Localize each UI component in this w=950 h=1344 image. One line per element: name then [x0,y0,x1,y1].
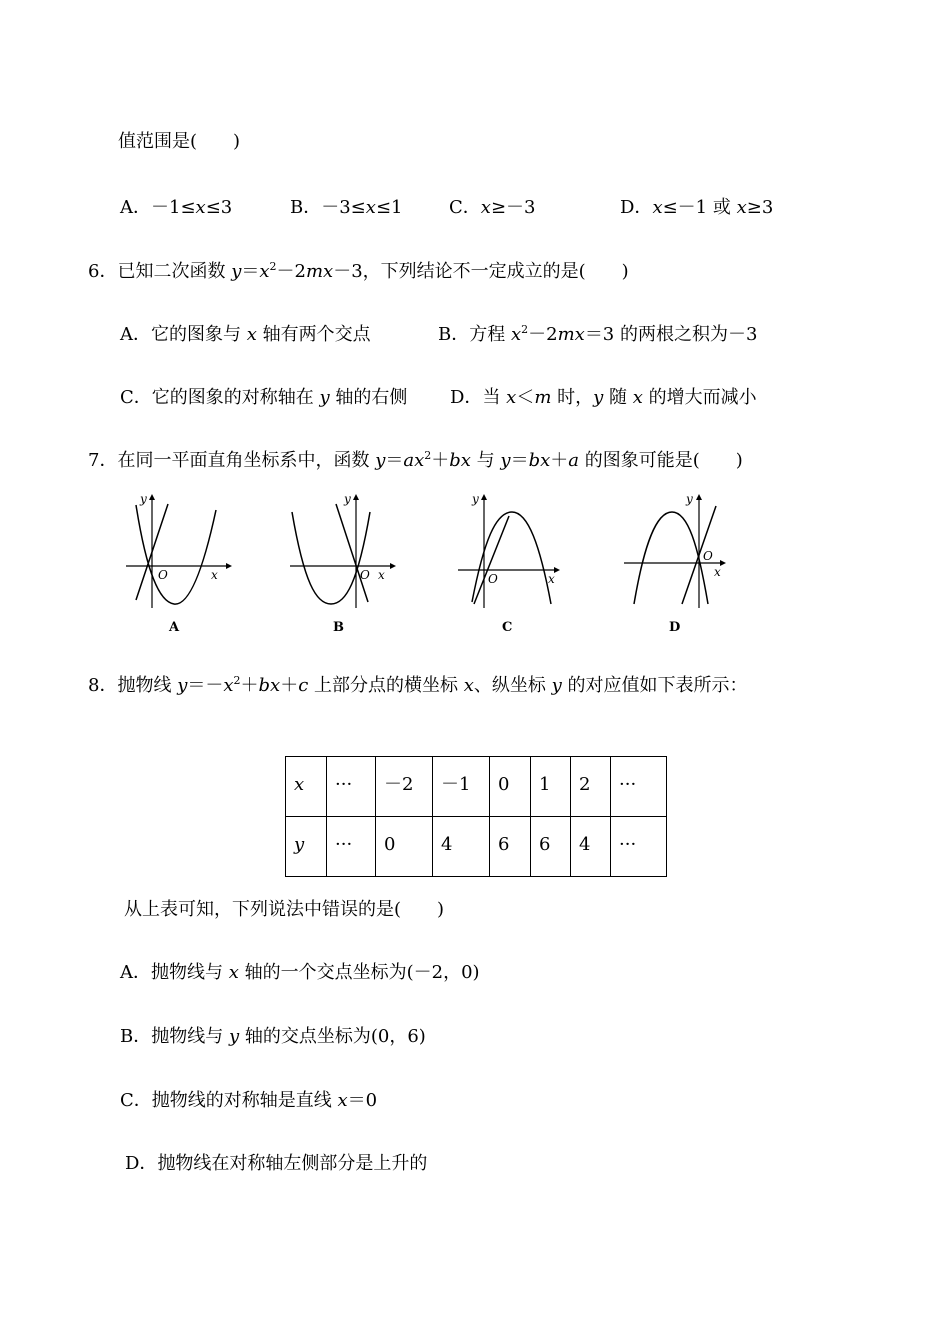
option-letter: B． [438,324,470,345]
option-text: 抛物线的对称轴是直线 [151,1090,338,1111]
var-x: x [259,261,270,282]
table-row-x [286,757,667,817]
option-letter: A． [120,197,151,218]
stem-text: ＝ [510,450,529,471]
q5-option-c [449,196,535,220]
q7-stem [88,449,743,473]
var-mx: mx [557,324,585,345]
axis-y-label: y [686,492,693,506]
question-number: 7． [88,450,118,471]
q6-option-c [120,386,407,410]
option-letter: C． [449,197,481,218]
stem-text: －3，下列结论不一定成立的是( ) [333,261,629,282]
table-cell: 4 [571,817,611,877]
stem-text: ＝ [385,450,404,471]
axis-y-label: y [472,492,479,506]
var-y: y [231,261,242,282]
graph-caption: D [669,620,681,635]
question-number: 6． [88,261,118,282]
q8-option-c [120,1089,377,1113]
q8-option-a [120,961,480,985]
option-text: 抛物线与 [151,962,229,983]
var-y: y [228,1026,240,1047]
option-text: 轴的一个交点坐标为(－2，0) [238,962,480,983]
graph-b [286,490,396,635]
table-cell [286,757,327,817]
axis-x-label: x [211,568,218,582]
table-cell: －1 [433,757,490,817]
var-x: x [246,324,257,345]
var-y: y [319,387,330,408]
stem-text: ＋ [240,675,259,696]
option-text: －1≤ [151,197,196,218]
var-y: y [500,450,511,471]
graph-caption: A [169,620,180,635]
q5-option-a [120,196,232,220]
stem-text: －2 [276,261,306,282]
exponent: 2 [269,260,277,273]
var-x: x [510,324,522,345]
table-cell: 1 [531,757,571,817]
stem-text: 与 [470,450,501,471]
option-text: 抛物线在对称轴左侧部分是上升的 [157,1153,428,1174]
table-cell: 0 [376,817,433,877]
origin-label: O [488,572,498,586]
q6-stem [88,260,629,284]
graph-a [122,490,232,635]
var-bx: bx [449,450,471,471]
option-text: 时， [551,387,594,408]
table-cell: 0 [490,757,531,817]
q5-option-b [290,196,402,220]
exponent: 2 [424,449,432,462]
var-x: x [632,387,643,408]
stem-text: 已知二次函数 [117,261,232,282]
option-text: 方程 [469,324,511,345]
var-x: x [736,197,747,218]
option-text: 轴的交点坐标为(0，6) [239,1026,426,1047]
option-letter: D． [620,197,653,218]
option-text: ＝3 的两根之积为－3 [584,324,758,345]
stem-text: 、纵坐标 [473,675,552,696]
option-text: 抛物线与 [151,1026,229,1047]
var-a: a [568,450,579,471]
table-cell: ··· [611,817,667,877]
value-table [285,756,667,877]
var-x: x [506,387,517,408]
option-letter: D． [450,387,483,408]
option-text: －2 [528,324,558,345]
option-text: 它的图象与 [151,324,247,345]
var-bx: bx [528,450,551,471]
q6-option-b [438,323,757,347]
option-letter: C． [120,387,152,408]
stem-text: ＝－ [187,675,224,696]
exponent: 2 [233,674,241,687]
table-cell: 6 [490,817,531,877]
table-cell: －2 [376,757,433,817]
q8-stem [88,674,748,698]
axis-x-label: x [548,572,555,586]
exponent: 2 [521,323,529,336]
origin-label: O [360,568,370,582]
stem-text: ＋ [550,450,569,471]
option-text: 的增大而减小 [642,387,757,408]
var-x: x [480,197,491,218]
table-cell: ··· [611,757,667,817]
axis-x-label: x [378,568,385,582]
stem-text: 抛物线 [117,675,178,696]
option-text: ≤－1 或 [662,197,737,218]
option-text: ≤1 [375,197,403,218]
q5-option-d [620,196,773,220]
var-x: x [365,197,376,218]
option-letter: B． [120,1026,152,1047]
option-text: ≥－3 [490,197,536,218]
option-letter: D． [125,1153,158,1174]
table-cell: ··· [327,757,376,817]
axis-x-label: x [714,565,721,579]
graph-caption: B [333,620,344,635]
graph-caption: C [502,620,513,635]
var-y: y [294,834,305,855]
option-text: 当 [482,387,507,408]
graph-c [454,490,564,635]
option-letter: A． [120,962,151,983]
option-text: 轴的右侧 [329,387,408,408]
var-mx: mx [305,261,334,282]
var-y: y [593,387,604,408]
option-text: ＜ [516,387,535,408]
var-bx: bx [258,675,281,696]
var-y: y [375,450,386,471]
var-x: x [652,197,663,218]
origin-label: O [158,568,168,582]
var-y: y [177,675,188,696]
option-text: 它的图象的对称轴在 [151,387,320,408]
stem-text: ＋ [431,450,450,471]
option-text: 随 [603,387,633,408]
stem-text: 的图象可能是( ) [578,450,743,471]
q8-option-d [125,1152,427,1176]
table-cell: 4 [433,817,490,877]
option-text: －3≤ [321,197,366,218]
var-ax: ax [403,450,425,471]
question-number: 8． [88,675,118,696]
q6-option-d [450,386,757,410]
q6-option-a [120,323,371,347]
stem-text: ＋ [280,675,299,696]
origin-label: O [703,549,713,563]
var-c: c [298,675,309,696]
var-x: x [228,962,239,983]
table-cell: 6 [531,817,571,877]
stem-text: ＝ [241,261,260,282]
var-x: x [223,675,234,696]
option-text: 轴有两个交点 [256,324,371,345]
stem-text: 的对应值如下表所示： [561,675,748,696]
var-y: y [551,675,562,696]
axis-y-label: y [344,492,351,506]
q8-option-b [120,1025,426,1049]
var-x: x [294,774,305,795]
q5-tail: 值范围是( ) [118,131,241,152]
q8-question: 从上表可知，下列说法中错误的是( ) [124,899,445,920]
option-text: ≥3 [746,197,774,218]
stem-text: 在同一平面直角坐标系中，函数 [117,450,376,471]
graph-d [620,490,730,635]
var-x: x [463,675,474,696]
table-cell: 2 [571,757,611,817]
stem-text: 上部分点的横坐标 [308,675,464,696]
table-cell [286,817,327,877]
var-m: m [534,387,552,408]
var-x: x [337,1090,348,1111]
table-cell: ··· [327,817,376,877]
option-text: ≤3 [205,197,233,218]
option-letter: B． [290,197,322,218]
table-row-y [286,817,667,877]
option-letter: C． [120,1090,152,1111]
var-x: x [195,197,206,218]
option-letter: A． [120,324,151,345]
option-text: ＝0 [347,1090,378,1111]
axis-y-label: y [140,492,147,506]
